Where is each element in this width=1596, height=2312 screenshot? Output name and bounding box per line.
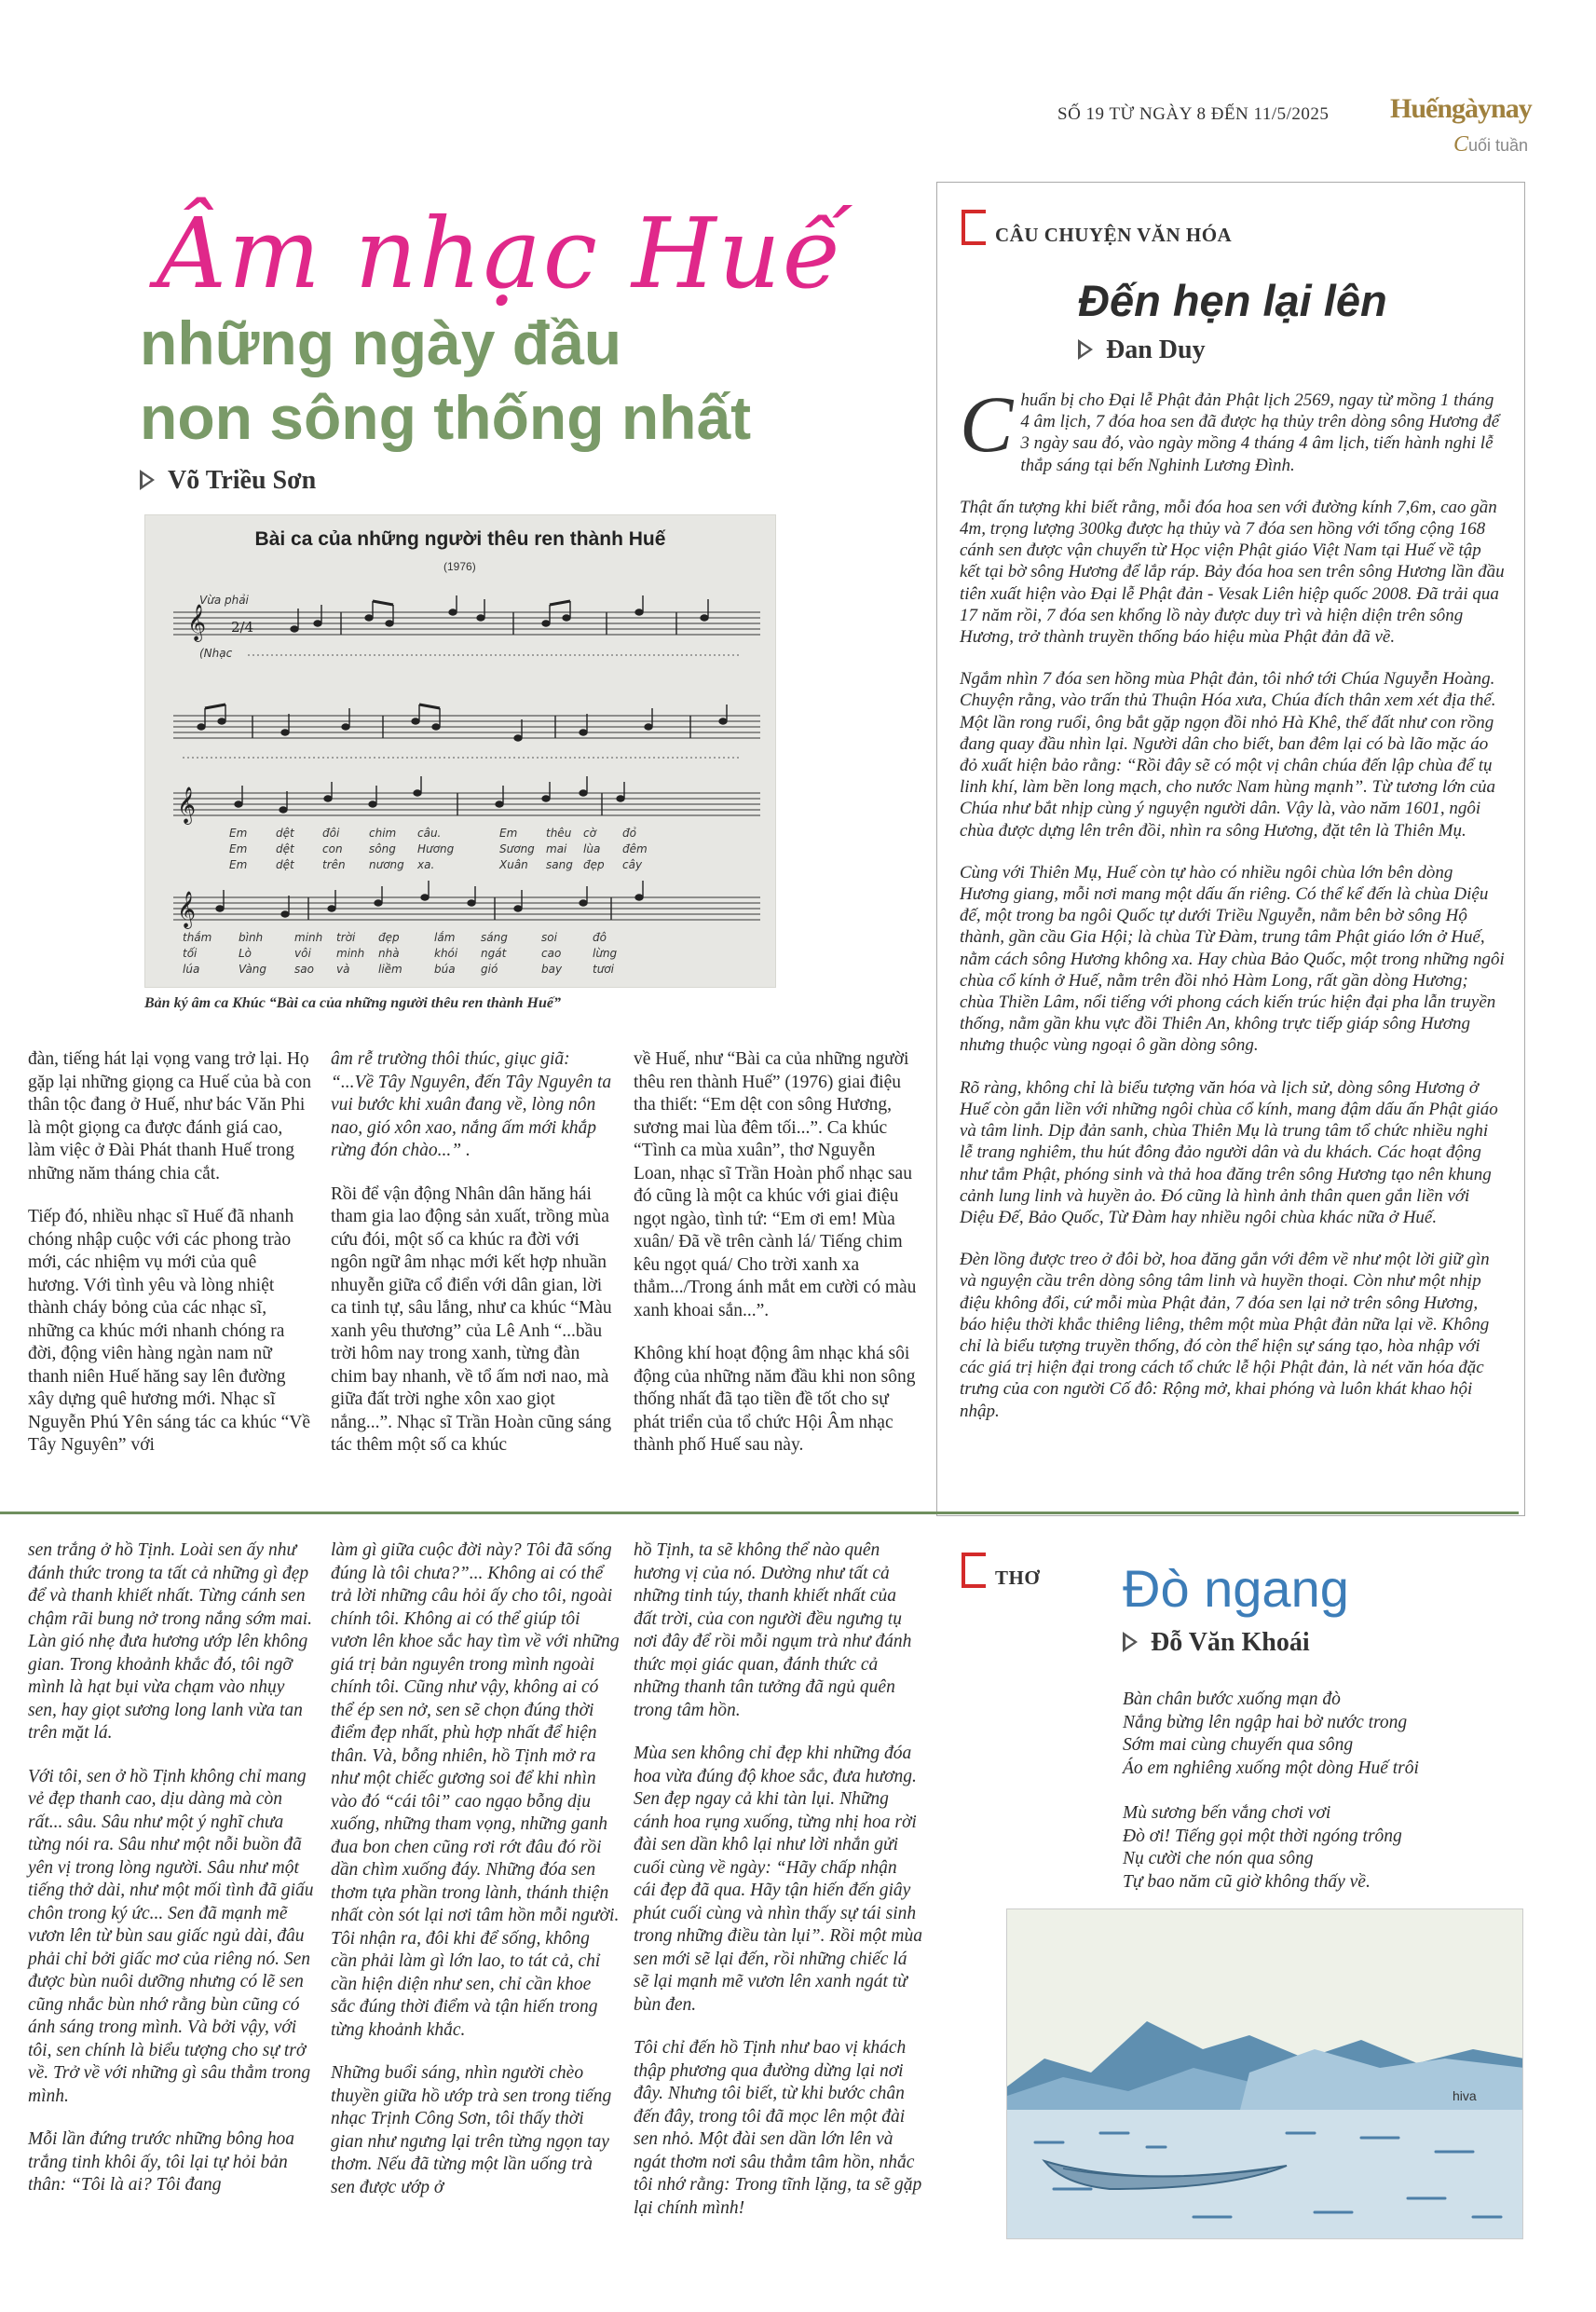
staff-2-notes <box>198 705 727 741</box>
score-year: (1976) <box>443 560 476 573</box>
poem-line: Nụ cười che nón qua sông <box>1123 1849 1314 1868</box>
lower-col-1-p1: sen trắng ở hồ Tịnh. Loài sen ấy như đánh thức trong ta tất cả những gì đẹp để và thanh khiết nhất. Từng cánh sen chậm rãi bung nở trong nắng sớm mai. Làn gió nhẹ đưa hương ướp lên không gian. Trong khoảnh khắc đó, tôi ngỡ mình là hạt bụi vừa chạm vào nhụy sen, hay giọt sương long lanh vừa tan trên mặt lá. <box>28 1540 313 1743</box>
masthead-sub-text: uối tuần <box>1468 136 1529 155</box>
drop-cap: C <box>960 379 1014 469</box>
score-lyric: con <box>322 842 343 855</box>
lower-col-3-p1: hồ Tịnh, ta sẽ không thể nào quên hương vị của nó. Dường như tất cả những tinh túy, thanh khiết nhất của đất trời, của con người đều ngưng tụ nơi đây để rồi mỗi ngụm trà như đánh thức mọi giác quan, đánh thức cả những thanh tân tưởng đã ngủ quên trong tâm hồn. <box>634 1540 912 1720</box>
poem-stanza-1 <box>1123 1689 1419 1780</box>
score-lyric: Xuân <box>499 858 528 871</box>
score-lyric: đẹp <box>378 931 400 944</box>
score-lyric: nhà <box>378 947 400 960</box>
byline-triangle-icon <box>1123 1632 1138 1652</box>
sidebar-p2: Thật ấn tượng khi biết rằng, mỗi đóa hoa sen với đường kính 7,6m, cao gần 4m, trọng lượng 300kg được hạ thủy và 7 đóa sen hồng với tổng cộng 168 cánh sen được vận chuyển từ Học viện Phật giáo Việt Nam tại Huế về tập kết tại bờ sông Hương để lắp ráp. Bảy đóa hoa sen trên sông Hương lần đầu tiên xuất hiện vào Đại lễ Phật đản - Vesak Liên hiệp quốc 2008. Đã trải qua 17 năm rồi, 7 đóa sen khổng lồ này được duy trì và hiện diện trên sông Hương, trở thành truyền thống báo hiệu mùa Phật đản đã về. <box>960 497 1505 648</box>
staff-1 <box>173 612 760 635</box>
score-lyric: thắm <box>183 931 212 944</box>
main-col-1-p2: Tiếp đó, nhiều nhạc sĩ Huế đã nhanh chóng nhập cuộc với các phong trào mới, các nhiệm vụ mới của quê hương. Với tình yêu và lòng nhiệt thành cháy bỏng của các nhạc sĩ, những ca khúc mới nhanh chóng ra đời, động viên hàng ngàn nam nữ thanh niên Huế hăng say lên đường xây dựng quê hương mới. Nhạc sĩ Nguyễn Phú Yên sáng tác ca khúc “Về Tây Nguyên” với <box>28 1207 311 1455</box>
byline-triangle-icon <box>140 470 155 490</box>
sidebar-byline <box>1078 335 1206 365</box>
sidebar-p4: Cùng với Thiên Mụ, Huế còn tự hào có nhiều ngôi chùa lớn bên dòng Hương giang, mỗi nơi mang một dấu ấn riêng. Có thể kể đến là chùa Diệu đế, một trong ba ngôi Quốc tự dưới Triều Nguyễn, nằm bên bờ sông Hộ thành, gần cầu Gia Hội; là chùa Từ Đàm, trung tâm Phật giáo lớn ở Huế, nằm cách sông Hương không xa. Hay chùa Bảo Quốc, một trong những ngôi chùa cổ kính ở Huế, nằm trên đồi nhỏ Hàm Long, rất gần dòng Hương; chùa Thiền Lâm, nổi tiếng với phong cách kiến trúc hiện đại pha lẫn truyền thống, nằm gần khu vực đồi Thiên An, không trực tiếp giáp sông Hương nhưng thuộc vùng ngoại ô gần dòng sông. <box>960 862 1505 1056</box>
section-label-culture: CÂU CHUYỆN VĂN HÓA <box>995 224 1233 246</box>
section-label-poem: THƠ <box>995 1566 1041 1589</box>
score-title: Bài ca của những người thêu ren thành Huế <box>254 528 666 550</box>
score-lyric: ngát <box>481 947 507 960</box>
poem-title: Đò ngang <box>1123 1559 1349 1618</box>
article-subtitle-line-1: những ngày đầu <box>140 308 622 377</box>
svg-text:2/4: 2/4 <box>231 619 254 636</box>
masthead-subtitle <box>1453 132 1528 157</box>
score-lyric: cây <box>622 858 643 871</box>
score-lyric: trời <box>336 931 356 944</box>
byline-triangle-icon <box>1078 339 1093 360</box>
score-lyric: minh <box>294 931 323 944</box>
lower-col-3-p3: Tôi chỉ đến hồ Tịnh như bao vị khách thập phương qua đường dừng lại nơi đây. Nhưng tôi biết, từ khi bước chân đến đây, trong tôi đã mọc lên một đài sen nhỏ. Một đài sen dần lớn lên và ngát thơm nơi sâu thẳm tâm hồn, nhắc tôi nhớ rằng: Trong tĩnh lặng, ta sẽ gặp lại chính mình! <box>634 2038 922 2218</box>
score-tempo: Vừa phải <box>199 594 249 607</box>
sidebar-p5: Rõ ràng, không chỉ là biểu tượng văn hóa và lịch sử, dòng sông Hương ở Huế còn gắn liền với những ngôi chùa cổ kính, mang đậm dấu ấn Phật giáo và tâm linh. Dịp đản sanh, chùa Thiên Mụ là trung tâm tổ chức nhiều nghi lễ trang nghiêm, thu hút đông đảo người dân và du khách. Các hoạt động như tắm Phật, phóng sinh và thả hoa đăng trên sông Hương tạo nên khung cảnh lung linh và huyền ảo. Đó cũng là hình ảnh thân quen gắn liền với Diệu Đế, Bảo Quốc, Từ Đàm hay nhiều ngôi chùa khác nữa ở Huế. <box>960 1077 1498 1227</box>
score-lyric: tối <box>183 947 198 960</box>
score-lyric: câu. <box>417 827 442 840</box>
score-staves <box>145 515 776 988</box>
article-subtitle-line-2: non sông thống nhất <box>140 383 752 452</box>
score-lyric: Hương <box>417 842 455 855</box>
poem-line: Đò ơi! Tiếng gọi một thời ngóng trông <box>1123 1826 1402 1846</box>
score-lyric: gió <box>481 963 498 976</box>
lower-col-2-p1: làm gì giữa cuộc đời này? Tôi đã sống đúng là tôi chưa?”... Không ai có thể trả lời những câu hỏi ấy cho tôi, ngoài chính tôi. Không ai có thể giúp tôi vươn lên khoe sắc hay tìm về với những giá trị bản nguyên trong mình ngoài chính tôi. Cũng như vậy, không ai có thể ép sen nở, sen sẽ chọn đúng thời điểm đẹp nhất, phù hợp nhất để hiện thân. Và, bỗng nhiên, hồ Tịnh mở ra như một chiếc gương soi để khi nhìn vào đó “cái tôi” cao ngạo bỗng dịu xuống, những tham vọng, những ganh đua bon chen cũng rơi rớt đâu đó rồi dần chìm xuống đáy. Những đóa sen thơm tựa phần trong lành, thánh thiện nhất còn sót lại nơi tâm hồn mỗi người. Tôi nhận ra, đôi khi để sống, không cần phải làm gì lớn lao, to tát cả, chỉ cần hiện diện như sen, chỉ cần khoe sắc đúng thời điểm và tận hiến trong từng khoảnh khắc. <box>331 1540 620 2040</box>
score-lyric: dệt <box>276 858 294 871</box>
sidebar-p3: Ngắm nhìn 7 đóa sen hồng mùa Phật đản, tôi nhớ tới Chúa Nguyễn Hoàng. Chuyện rằng, vào trấn thủ Thuận Hóa xưa, Chúa đích thân xem xét địa thế. Một lần rong ruổi, ông bắt gặp ngọn đồi nhỏ Hà Khê, thế đất như con rồng đang quay đầu nhìn lại. Người dân cho biết, ban đêm lại có bà lão mặc áo đỏ xuất hiện bảo rằng: “Rồi đây sẽ có một vị chân chúa đến lập chùa để tụ linh khí, làm bền long mạch, cho nước Nam hùng mạnh”. Từ tương lớn của Chúa như bắt nhịp cùng ý nguyện người dân. Vậy là, vào năm 1601, ngôi chùa được dựng lên trên đồi, nhìn ra sông Hương, đặt tên là Thiên Mụ. <box>960 669 1496 841</box>
painting-signature: hiva <box>1453 2088 1477 2103</box>
score-lyric: chim <box>369 827 397 840</box>
painting-svg <box>1007 1909 1523 2239</box>
score-lyric: dệt <box>276 827 294 840</box>
article-title: Âm nhạc Huế <box>157 197 844 310</box>
score-lyric: Em <box>229 858 248 871</box>
lower-col-1 <box>28 1539 317 2218</box>
score-lyric: và <box>336 963 350 976</box>
main-col-1-p1: đàn, tiếng hát lại vọng vang trở lại. Họ gặp lại những giọng ca Huế của bà con thân tộc đang ở Huế, như bác Văn Phi là một giọng ca được đánh giá cao, làm việc ở Đài Phát thanh Huế trong những năm tháng chia cắt. <box>28 1049 312 1183</box>
lower-col-2 <box>331 1539 620 2220</box>
score-lyric: cờ <box>583 827 596 840</box>
score-nhac-label: (Nhạc <box>199 647 233 660</box>
lower-col-2-p2: Những buổi sáng, nhìn người chèo thuyền giữa hồ ướp trà sen trong tiếng nhạc Trịnh Công Sơn, tôi thấy thời gian như ngưng lại trên từng ngọn tay thơm. Nếu đã từng một lần uống trà sen được ướp ở <box>331 2063 612 2197</box>
lower-col-3 <box>634 1539 922 2240</box>
score-lyric: Vàng <box>239 963 267 976</box>
article-byline <box>140 466 316 496</box>
score-lyric: Sương <box>499 842 535 855</box>
poem-line: Bàn chân bước xuống mạn đò <box>1123 1690 1341 1709</box>
score-lyric: sáng <box>481 931 508 944</box>
treble-clef-icon: 𝄞 <box>187 604 207 641</box>
lower-col-1-p3: Mỗi lần đứng trước những bông hoa trắng tinh khôi ấy, tôi lại tự hỏi bản thân: “Tôi là ai? Tôi đang <box>28 2129 295 2195</box>
score-lyric: mai <box>546 842 567 855</box>
score-lyric: liềm <box>378 963 402 976</box>
score-lyric: sông <box>369 842 396 855</box>
score-lyric: lừng <box>593 947 618 960</box>
sidebar-author: Đan Duy <box>1106 335 1206 364</box>
article-author: Võ Triều Sơn <box>168 466 317 495</box>
score-lyric: đỏ <box>622 827 636 840</box>
section-divider <box>0 1512 1519 1514</box>
score-lyric: dệt <box>276 842 294 855</box>
poem-line: Sớm mai cùng chuyến qua sông <box>1123 1735 1354 1755</box>
score-lyric: lúa <box>183 963 200 976</box>
score-lyrics-block-1 <box>229 827 648 871</box>
masthead-sub-initial: C <box>1453 132 1469 157</box>
score-lyric: sao <box>294 963 314 976</box>
poem-byline <box>1123 1628 1310 1658</box>
poem-line: Áo em nghiêng xuống một dòng Huế trôi <box>1123 1758 1419 1778</box>
issue-line: SỐ 19 TỪ NGÀY 8 ĐẾN 11/5/2025 <box>1057 104 1330 124</box>
masthead-logo: Huếngàynay <box>1390 93 1532 124</box>
main-col-3-p2: Không khí hoạt động âm nhạc khá sôi động của những năm đầu khi non sông thống nhất đã tạo tiền đề tốt cho sự phát triển của tổ chức Hội Âm nhạc thành phố Huế sau này. <box>634 1344 916 1455</box>
score-lyric: xa. <box>417 858 435 871</box>
section-marker-icon <box>962 210 986 245</box>
score-lyric: soi <box>541 931 557 944</box>
score-lyric: đô <box>593 931 607 944</box>
score-lyric: thêu <box>546 827 572 840</box>
score-lyric: minh <box>336 947 365 960</box>
score-lyrics-block-2 <box>183 931 618 976</box>
main-col-1 <box>28 1048 312 1478</box>
score-lyric: lắm <box>434 931 456 944</box>
score-lyric: tươi <box>593 963 614 976</box>
score-lyric: cao <box>541 947 562 960</box>
sidebar-body <box>960 379 1505 1443</box>
score-lyric: sang <box>546 858 573 871</box>
svg-text:𝄞: 𝄞 <box>177 787 197 824</box>
main-col-2-p1: âm rễ trường thôi thúc, giục giã: “...Về Tây Nguyên, đến Tây Nguyên ta vui bước khi xuân đang về, lòng nôn nao, gió xôn xao, nắng ấm mới khắp rừng đón chào...” . <box>331 1049 612 1160</box>
sidebar-p1 <box>960 379 1505 476</box>
lower-col-1-p2: Với tôi, sen ở hồ Tịnh không chỉ mang vẻ đẹp thanh cao, dịu dàng mà còn rất... sâu. Sâu như một ý nghĩ chưa từng nói ra. Sâu như một nỗi buồn đã yên vị trong lòng người. Sâu như một tiếng thở dài, như một mối tình đã giấu chôn trong ký ức... Sen đã mạnh mẽ vươn lên từ bùn sau giấc ngủ dài, đâu phải chỉ bởi giấc mơ của riêng nó. Sen được bùn nuôi dưỡng nhưng có lẽ sen cũng nhắc bùn nhớ rằng bùn cũng có ánh sáng trong mình. Và bởi vậy, với tôi, sen chính là biểu tượng cho sự trở về. Trở về với những gì sâu thẳm trong mình. <box>28 1766 314 2106</box>
sidebar-p6: Đèn lồng được treo ở đôi bờ, hoa đăng gắn với đêm về như một lời giữ gìn và nguyện cầu trên dòng sông tâm linh và huyền thoại. Còn như một nhịp điệu không đổi, cứ mỗi mùa Phật đản, 7 đóa sen lại nở trên sông Hương, báo hiệu thời khắc thiêng liêng, thêm một mùa Phật đản nữa lại về. Không chỉ là biểu tượng truyền thống, đó còn thể hiện sự sáng tạo, hòa nhập với các giá trị hiện đại trong cách tổ chức lễ hội Phật đản, là nét văn hóa đặc trưng của con người Cố đô: Rộng mở, khai phóng và luôn khát khao hội nhập. <box>960 1250 1490 1421</box>
svg-text:𝄞: 𝄞 <box>177 891 197 928</box>
main-col-2-p2: Rồi để vận động Nhân dân hăng hái tham gia lao động sản xuất, trồng mùa cứu đói, một số ca khúc ra đời với ngôn ngữ âm nhạc mới kết hợp nhuần nhuyễn giữa cổ điển với dân gian, lời ca tinh tự, sâu lắng, như ca khúc “Màu xanh yêu thương” của Lê Anh “...bầu trời hôm nay trong xanh, từng đàn chim bay nhanh, về tổ ấm nơi nao, mà giữa đất trời nghe xôn xao giọt nắng...”. Nhạc sĩ Trần Hoàn cũng sáng tác thêm một số ca khúc <box>331 1183 612 1455</box>
poem-author: Đỗ Văn Khoái <box>1151 1628 1310 1657</box>
poem-body <box>1123 1689 1419 1916</box>
score-lyric: búa <box>434 963 456 976</box>
music-score-image <box>144 514 776 988</box>
image-caption: Bản ký âm ca Khúc “Bài ca của những người thêu ren thành Huế” <box>144 995 561 1011</box>
main-col-2 <box>331 1048 615 1478</box>
sidebar-p1-text: huẩn bị cho Đại lễ Phật đản Phật lịch 2569, ngay từ mồng 1 tháng 4 âm lịch, 7 đóa hoa sen đã được hạ thủy trên dòng sông Hương để 3 ngày sau đó, vào ngày mồng 4 tháng 4 âm lịch, tiến hành nghi lễ thắp sáng tại bến Nghinh Lương Đình. <box>1020 390 1500 475</box>
score-lyric: Em <box>499 827 518 840</box>
score-lyric: đẹp <box>583 858 605 871</box>
poem-line: Tự bao năm cũ giờ không thấy về. <box>1123 1871 1371 1892</box>
poem-section-marker-icon <box>962 1553 986 1588</box>
poem-line: Nắng bừng lên ngập hai bờ nước trong <box>1123 1712 1408 1732</box>
staff-4 <box>173 897 760 920</box>
score-lyric: bình <box>239 931 264 944</box>
score-lyric: nương <box>369 858 404 871</box>
poem-line: Mù sương bến vắng chơi vơi <box>1123 1803 1331 1823</box>
score-lyric: Em <box>229 842 248 855</box>
score-lyric: bay <box>541 963 563 976</box>
score-lyric: khói <box>434 947 458 960</box>
score-lyric: vôi <box>294 947 311 960</box>
score-lyric: Em <box>229 827 248 840</box>
main-col-3 <box>634 1048 918 1478</box>
score-lyric: trên <box>322 858 346 871</box>
score-lyric: Lò <box>239 947 252 960</box>
staff-2 <box>173 716 760 738</box>
poem-stanza-2 <box>1123 1802 1419 1894</box>
main-col-3-p1: về Huế, như “Bài ca của những người thêu ren thành Huế” (1976) giai điệu tha thiết: “Em dệt con sông Hương, sương mai lùa đêm tối...”. Ca khúc “Tình ca mùa xuân”, thơ Nguyễn Loan, nhạc sĩ Trần Hoàn phổ nhạc sau đó cũng là một ca khúc với giai điệu ngọt ngào, tình tứ: “Em ơi em! Mùa xuân/ Đã về trên cành lá/ Tiếng chim kêu ngọt quá/ Cho trời xanh xa thẳm.../Trong ánh mắt em cười có màu xanh khoai sắn...”. <box>634 1049 917 1320</box>
score-lyric: đôi <box>322 827 340 840</box>
lower-col-3-p2: Mùa sen không chỉ đẹp khi những đóa hoa vừa đúng độ khoe sắc, đưa hương. Sen đẹp ngay cả khi tàn lụi. Những cánh hoa rụng xuống, từng nhị hoa rời đài sen dần khô lại như lời nhắn gửi cuối cùng về ngày: “Hãy chấp nhận cái đẹp đã qua. Hãy tận hiến đến giây phút cuối cùng và nhìn thấy sự tái sinh trong những điều tàn lụi”. Rồi một mùa sen mới sẽ lại đến, rồi những chiếc lá sẽ lại mạnh mẽ vươn lên xanh ngát từ bùn đen. <box>634 1744 923 2015</box>
score-lyric: đêm <box>622 842 648 855</box>
river-boat-painting <box>1006 1908 1523 2239</box>
staff-3 <box>173 793 760 815</box>
score-lyric: lùa <box>583 842 601 855</box>
sidebar-title: Đến hẹn lại lên <box>1078 276 1387 325</box>
